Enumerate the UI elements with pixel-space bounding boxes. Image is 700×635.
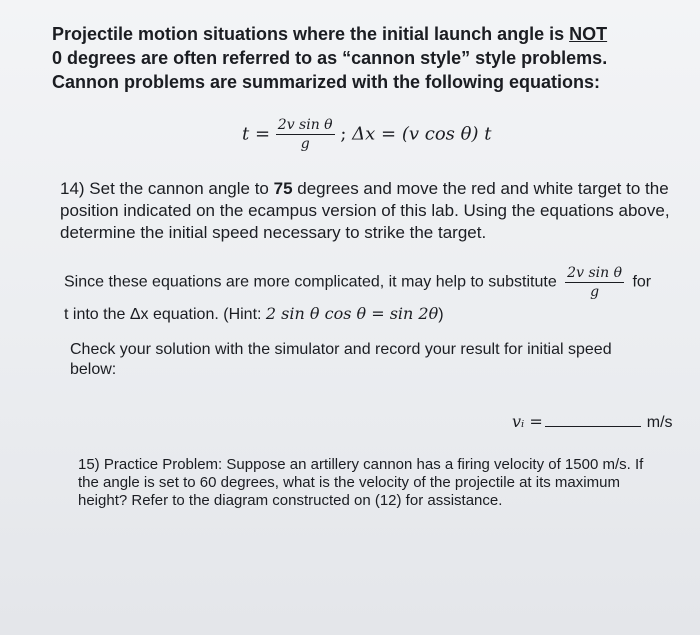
not-emphasis: NOT	[569, 24, 608, 44]
trig-identity: 2 sin θ cos θ = sin 2θ	[265, 304, 439, 323]
answer-label: vᵢ =	[512, 412, 543, 431]
cannon-equations	[242, 116, 491, 153]
heading-line-1: Projectile motion situations where the initial launch angle is NOT	[52, 24, 608, 44]
answer-unit: m/s	[646, 414, 673, 431]
initial-speed-answer	[512, 412, 673, 432]
answer-blank[interactable]	[545, 412, 641, 427]
fraction-denominator: g	[300, 136, 310, 152]
check-instruction: Check your solution with the simulator and record your result for initial speed below:	[70, 341, 612, 378]
section-heading	[52, 22, 672, 94]
substitution-hint	[64, 264, 674, 326]
question-15: 15) Practice Problem: Suppose an artillery cannon has a firing velocity of 1500 m/s. If the angle is set to 60 degrees, what is the velocity of the projectile at its maximum height? Refer to the diagram constructed on (12) for assistance.	[78, 456, 644, 509]
time-fraction	[276, 116, 335, 153]
substitute-fraction: $\frac{\text{2v sin θ}}{g}$	[567, 265, 622, 300]
fraction-numerator: 2v sin θ	[277, 117, 333, 133]
angle-value: 75	[273, 179, 293, 198]
heading-line-2: 0 degrees are often referred to as “cannon style” style problems.	[52, 48, 608, 68]
displacement-equation: Δx = (v cos θ) t	[352, 123, 492, 145]
heading-line-3: Cannon problems are summarized with the following equations:	[52, 72, 601, 92]
time-lhs: t =	[242, 123, 271, 145]
substitution-line-2: t into the Δx equation. (Hint: 2 sin θ cos θ = sin 2θ)	[64, 304, 444, 323]
question-14: 14) Set the cannon angle to 75 degrees and move the red and white target to the position indicated on the ecampus version of this lab. Using the equations above, determine the initial speed necessary to strike the target.	[60, 179, 670, 242]
equation-separator: ;	[340, 123, 347, 145]
substitution-line-1: Since these equations are more complicated, it may help to substitute $\frac{\text{2v sin θ}}{g}$ for	[64, 265, 652, 300]
